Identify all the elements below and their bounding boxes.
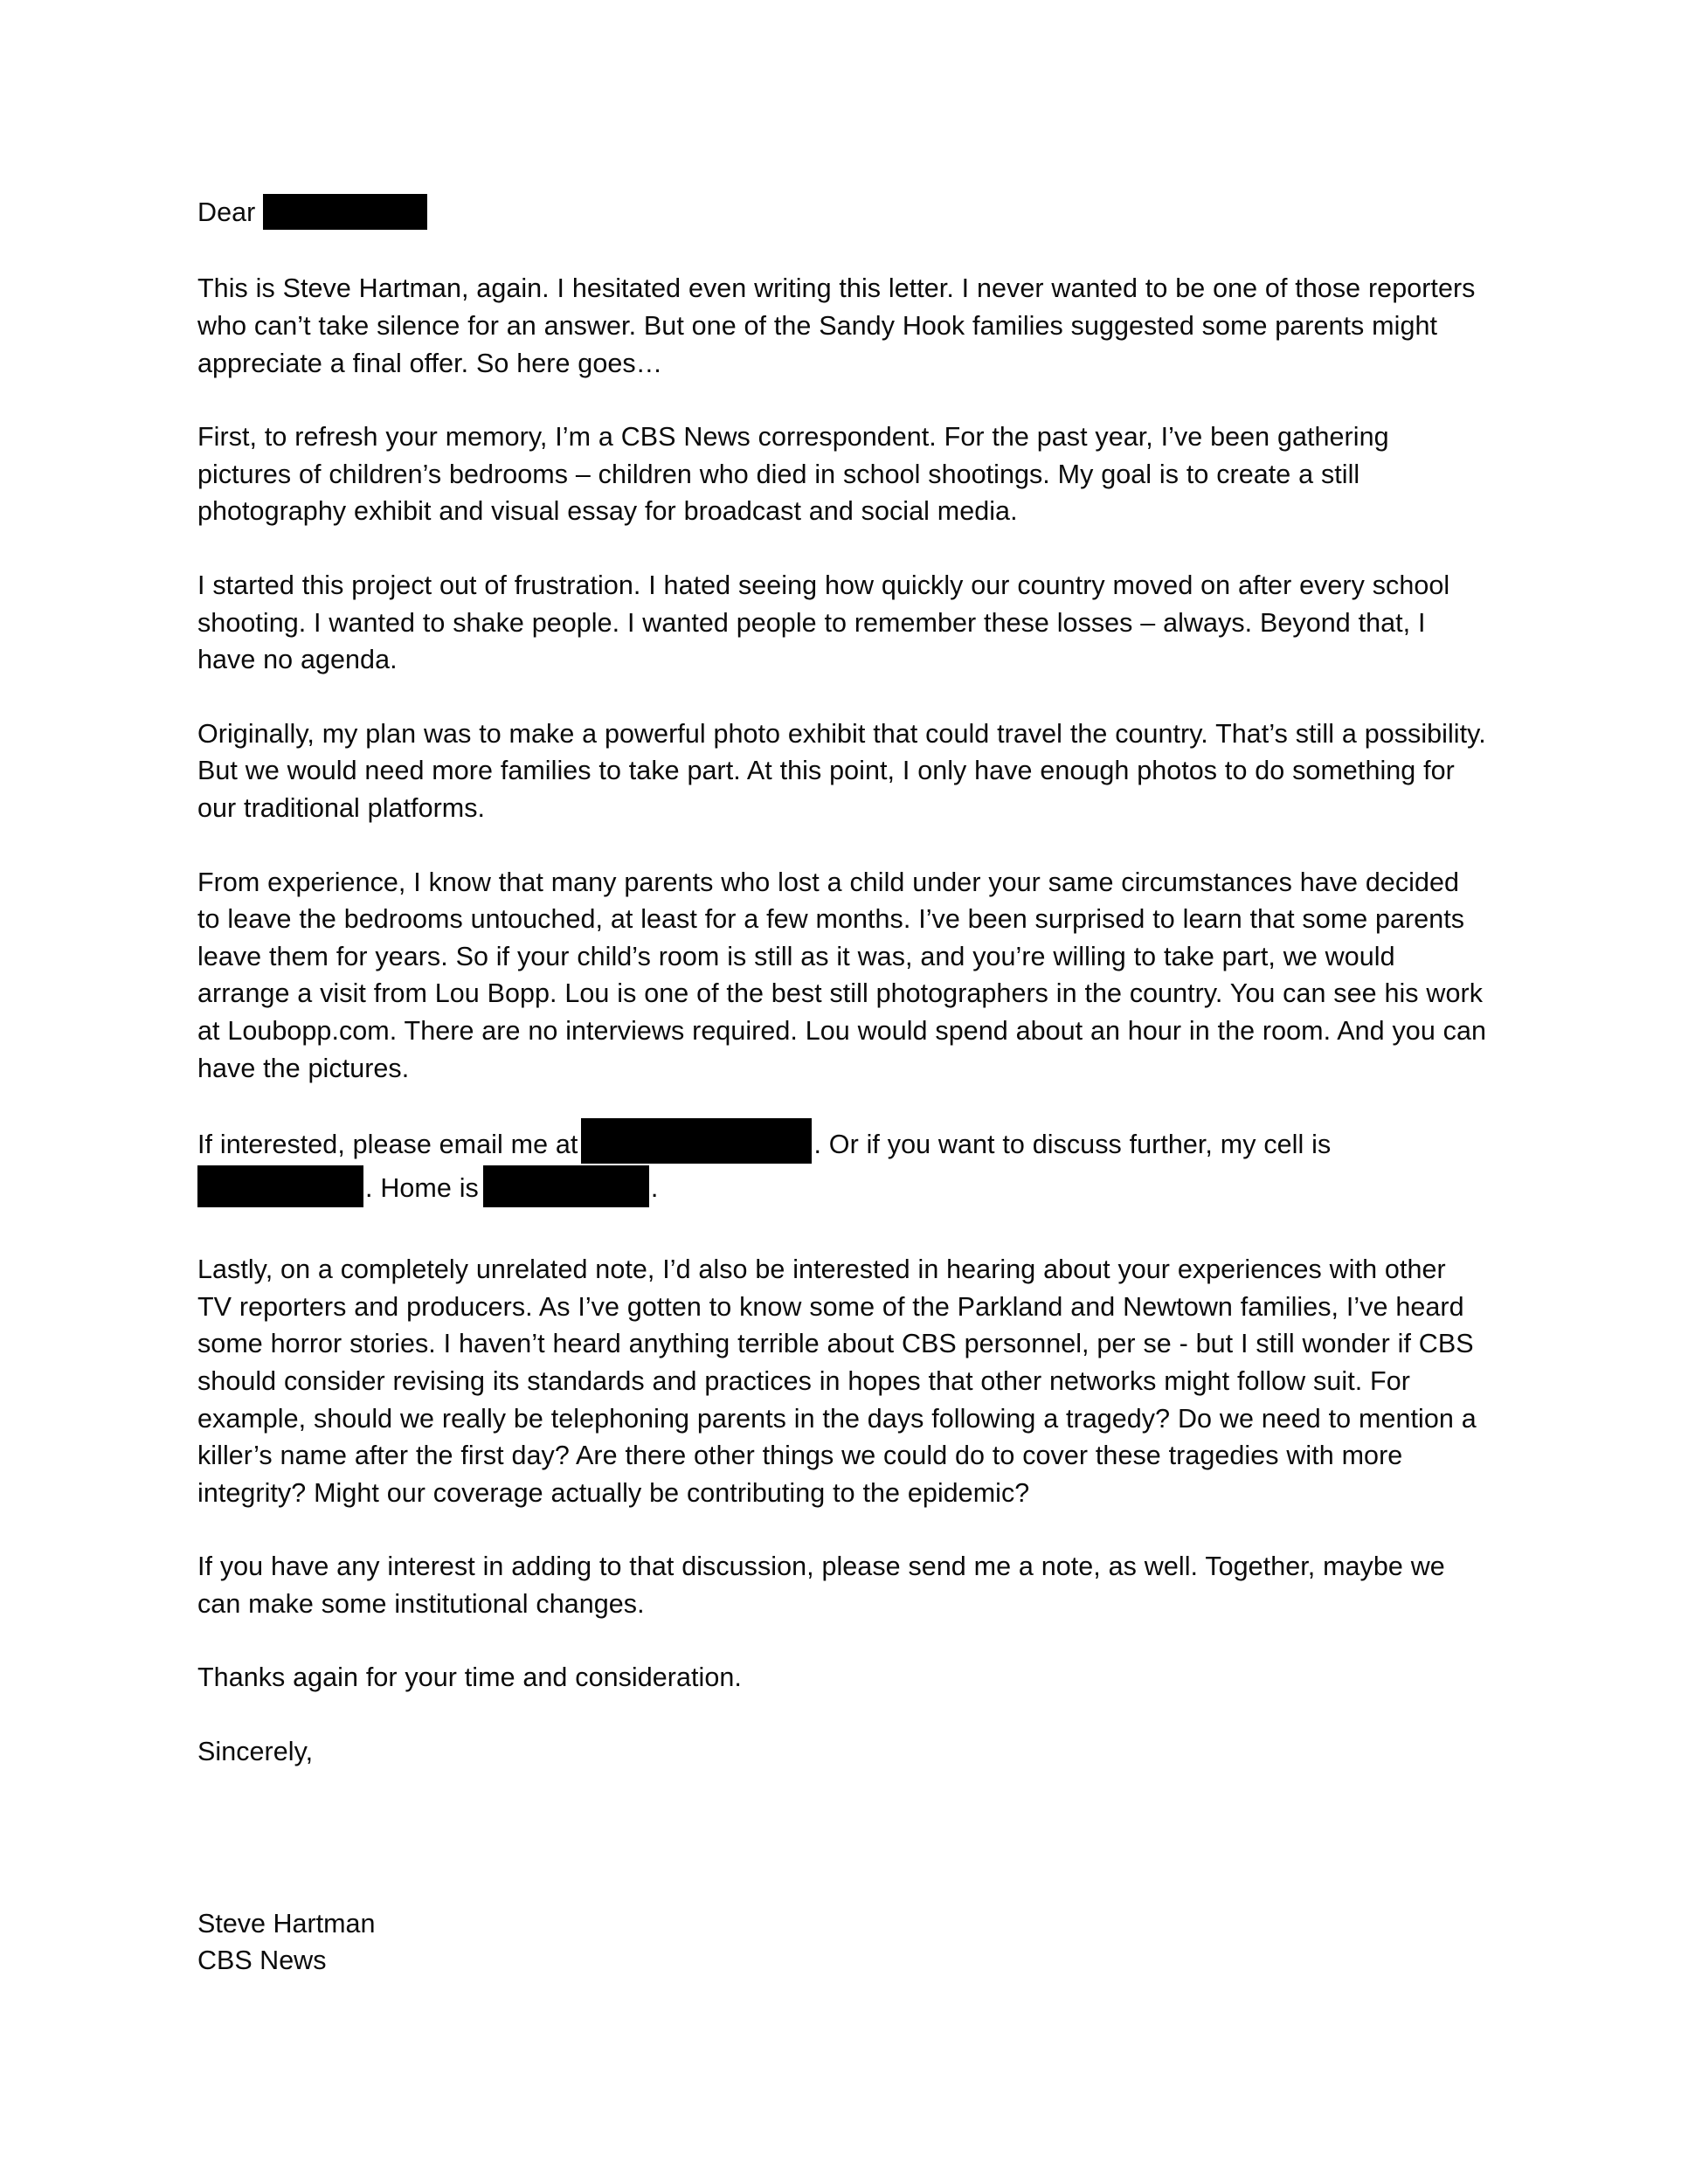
redacted-recipient-name xyxy=(263,194,427,230)
paragraph-intro: This is Steve Hartman, again. I hesitated even writing this letter. I never wanted to be one of those reporters who can’t take silence for an answer. But one of the Sandy Hook families suggested some parents might appreciate a final offer. So here goes… xyxy=(197,273,1476,378)
signature-name: Steve Hartman xyxy=(197,1908,376,1939)
signature-space xyxy=(197,1807,1487,1905)
contact-segment-email-prefix: If interested, please email me at xyxy=(197,1130,578,1160)
redacted-email-address xyxy=(581,1118,812,1164)
closing-line: Sincerely, xyxy=(197,1737,314,1767)
paragraph-project-background: First, to refresh your memory, I’m a CBS News correspondent. For the past year, I’ve been gathering pictures of children’s bedrooms – children who died in school shootings. My goal is to create a still photography exhibit and visual essay for broadcast and social media. xyxy=(197,422,1389,527)
contact-segment-cell-prefix: . Or if you want to discuss further, my cell is xyxy=(813,1130,1332,1160)
redacted-home-number xyxy=(483,1165,649,1207)
redacted-cell-number xyxy=(197,1165,363,1207)
salutation-prefix: Dear xyxy=(197,197,256,227)
letter-body xyxy=(197,194,1487,1980)
paragraph-motivation: I started this project out of frustration. I hated seeing how quickly our country moved on after every school shooting. I wanted to shake people. I wanted people to remember these losses – always. Beyond that, I have no agenda. xyxy=(197,570,1450,675)
paragraph-thanks: Thanks again for your time and consideration. xyxy=(197,1662,742,1693)
paragraph-industry-standards: Lastly, on a completely unrelated note, I’d also be interested in hearing about your experiences with other TV reporters and producers. As I’ve gotten to know some of the Parkland and Newtown families, I’ve heard some horror stories. I haven’t heard anything terrible about CBS personnel, per se - but I still wonder if CBS should consider revising its standards and practices in hopes that other networks might follow suit. For example, should we really be telephoning parents in the days following a tragedy? Do we need to mention a killer’s name after the first day? Are there other things we could do to cover these tragedies with more integrity? Might our coverage actually be contributing to the epidemic? xyxy=(197,1254,1477,1508)
paragraph-bedroom-offer: From experience, I know that many parents who lost a child under your same circumstances have decided to leave the bedrooms untouched, at least for a few months. I’ve been surprised to learn that some parents leave them for years. So if your child’s room is still as it was, and you’re willing to take part, we would arrange a visit from Lou Bopp. Lou is one of the best still photographers in the country. You can see his work at Loubopp.com. There are no interviews required. Lou would spend about an hour in the room. And you can have the pictures. xyxy=(197,867,1486,1083)
contact-segment-end: . xyxy=(650,1173,659,1204)
paragraph-discussion-invite: If you have any interest in adding to that discussion, please send me a note, as well. Together, maybe we can make some institutional changes. xyxy=(197,1552,1445,1619)
contact-segment-home-prefix: . Home is xyxy=(365,1173,479,1204)
paragraph-contact-info xyxy=(197,1123,1487,1211)
salutation-line xyxy=(197,194,1487,232)
signature-organization: CBS News xyxy=(197,1946,327,1976)
paragraph-exhibit-plan: Originally, my plan was to make a powerful photo exhibit that could travel the country. That’s still a possibility. But we would need more families to take part. At this point, I only have enough photos to do something for our traditional platforms. xyxy=(197,718,1486,823)
